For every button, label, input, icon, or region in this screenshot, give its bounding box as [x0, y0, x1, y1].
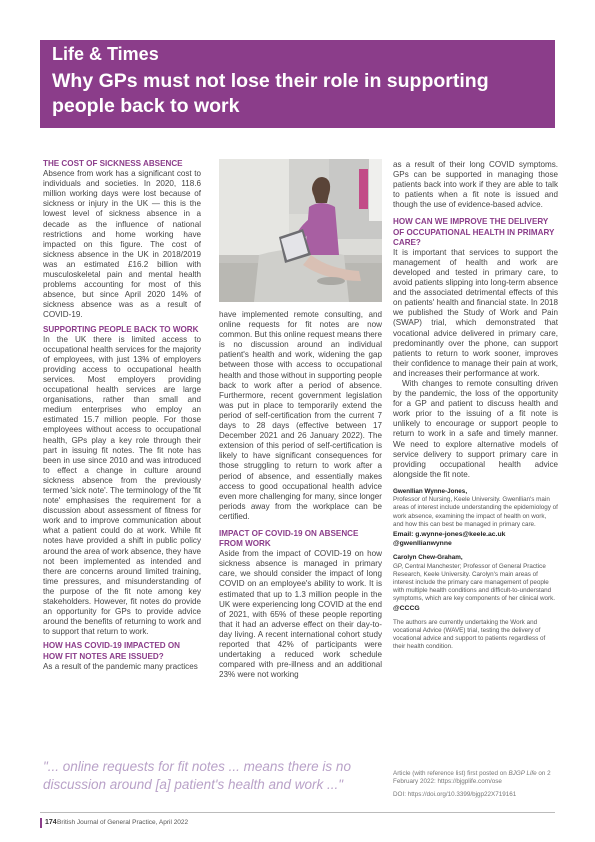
doi-link[interactable]: DOI: https://doi.org/10.3399/bjgp22X719161: [393, 791, 517, 799]
author-handle[interactable]: @gwenllianwynne: [393, 540, 452, 548]
paragraph: In the UK there is limited access to occupational health services for the majority of employees, with just 13% of employers providing access to occupational health services. Most employers providing occupational health services are large organisations, rather than small and medium enterprises who employ an estimated 15.7 million people. For those employees without access to occupational health, GPs play a key role through their part in issuing fit notes. The fit note has been in use since 2010 and was introduced to effect a change in culture around sickness absence from the previously termed 'sick note'. The terminology of the 'fit note' emphasises the requirement for a discussion about assessment of fitness for work and to improve communication about what a patient could do at work. While fit notes have provided a shift in public policy around the area of work absence, they have not been implemented as intended and there are concerns around limited training, time pressures, and misunderstanding of the purpose of the fit note among key stakeholders. However, fit notes do provide an opportunity for GPs to provide advice around the benefits of returning to work and to support that return to work.: [43, 334, 201, 637]
paragraph: Aside from the impact of COVID-19 on how sickness absence is managed in primary care, we should consider the impact of long COVID on an employee's ability to work. It is estimated that up to 1.3 million people in the UK were experiencing long COVID at the end of 2021, with 65% of these people reporting that it had an adverse effect on their day-to-day living. A recent international cohort study reported that 42% of participants were undertaking a reduced work schedule compared with pre-illness and an additional 23% were not working: [219, 549, 382, 680]
column-1: [43, 159, 201, 672]
journal-citation: British Journal of General Practice, April 2022: [57, 819, 189, 826]
section-label: Life & Times: [52, 44, 159, 64]
author-email[interactable]: Email: g.wynne-jones@keele.ac.uk: [393, 530, 506, 538]
section-header: [40, 40, 555, 128]
paragraph: It is important that services to support the management of health and work are developed and tested in primary care, to avoid patients slipping into long-term absence and the associated detrimental effects of this on patients' health and financial state. In 2018 we published the Study of Work and Pain (SWAP) trial, which demonstrated that vocational advice delivered in primary care, predominantly over the phone, can support patients to return to work sooner, improves their confidence to manage their pain at work, and increases their performance at work.: [393, 247, 558, 378]
pull-quote-text: "... online requests for fit notes ... means there is no discussion around [a] patient's health and work ...": [43, 759, 351, 792]
column-2: [219, 310, 382, 680]
heading-improve-delivery: HOW CAN WE IMPROVE THE DELIVERY OF OCCUPATIONAL HEALTH IN PRIMARY CARE?: [393, 217, 555, 247]
article-title: Why GPs must not lose their role in supporting people back to work: [52, 70, 489, 117]
author-bio: Professor of Nursing, Keele University. Gwenllian's main areas of interest include understanding the epidemiology of work absence, examining the impact of health on work, and how this can best be managed in primary care.: [393, 496, 558, 528]
paragraph: Absence from work has a significant cost to individuals and societies. In 2020, 118.6 million working days were lost because of sickness or injury in the UK — this is the lowest level of sickness absence in a decade as the influence of national restrictions and home working have impacted on this figure. The cost of sickness absence in the UK in 2018/2019 was an estimated £16.2 billion with musculoskeletal pain and mental health problems accounting for most of this absence, but since April 2020 14% of sickness absence was as a result of COVID-19.: [43, 169, 201, 320]
author-name: Gwenllian Wynne-Jones,: [393, 487, 468, 495]
author-name: Carolyn Chew-Graham,: [393, 554, 463, 562]
heading-supporting-people: SUPPORTING PEOPLE BACK TO WORK: [43, 324, 199, 334]
article-reference: Article (with reference list) first posted on BJGP Life on 2 February 2022: https://bjgplife.com/ose: [393, 770, 551, 786]
author-handle[interactable]: @CCCG: [393, 604, 420, 612]
heading-impact-covid-absence: IMPACT OF COVID-19 ON ABSENCE FROM WORK: [219, 528, 359, 549]
woman-with-laptop-image: [219, 159, 382, 302]
paragraph: With changes to remote consulting driven by the pandemic, the loss of the opportunity for a GP and patient to discuss health and work prior to the issuing of a fit note is unlikely to encourage or support people to return to work in a safe and timely manner. We need to explore alternative models of service delivery to support primary care in providing occupational health advice alongside the fit note.: [393, 378, 558, 479]
journal-name: BJGP Life: [508, 770, 537, 777]
page-footer: [40, 818, 560, 830]
paragraph: as a result of their long COVID symptoms. GPs can be supported in managing those patients back into work if they are able to talk to patients when a fit note is issued and though the use of evidence-based advice.: [393, 160, 558, 210]
footer-accent-bar: [40, 818, 42, 828]
paragraph: have implemented remote consulting, and online requests for fit notes are now common. But this online request means there is no discussion around an individual patient's health and work, widening the gap between those with access to occupational health and those without in supporting people back to work after a period of absence. Furthermore, recent government legislation was put in place to temporarily extend the period of self-certification from the current 7 days to 28 days (effective between 17 December 2021 and 26 January 2022). The extension of this period of self-certification is likely to have significant consequences for those struggling to return to work after a period of absence, and essentially makes access to good occupational health advice even more challenging for many, since longer periods away from the workplace can be certified.: [219, 310, 382, 521]
author-bio-wynne-jones: [393, 488, 558, 548]
article-meta: [393, 770, 558, 800]
author-bio: GP, Central Manchester; Professor of General Practice Research, Keele University. Carolyn's main areas of interest include the primary care management of people with multiple health conditions and difficult-to-understand symptoms, which are key components of her clinical work.: [393, 562, 556, 603]
footer-rule: [40, 812, 555, 813]
paragraph: As a result of the pandemic many practices: [43, 661, 198, 671]
heading-covid-fit-notes: HOW HAS COVID-19 IMPACTED ON HOW FIT NOTES ARE ISSUED?: [43, 641, 181, 661]
pull-quote: [43, 758, 361, 800]
heading-cost-of-sickness-absence: THE COST OF SICKNESS ABSENCE: [43, 159, 183, 168]
page-number: 174: [45, 819, 57, 826]
article-photo: [219, 159, 382, 302]
column-3: [393, 160, 558, 652]
authors-note: The authors are currently undertaking the Work and vocational Advice (WAVE) trial, testing the delivery of vocational advice and support to patients regardless of their health condition.: [393, 618, 546, 651]
author-bio-chew-graham: [393, 554, 558, 612]
